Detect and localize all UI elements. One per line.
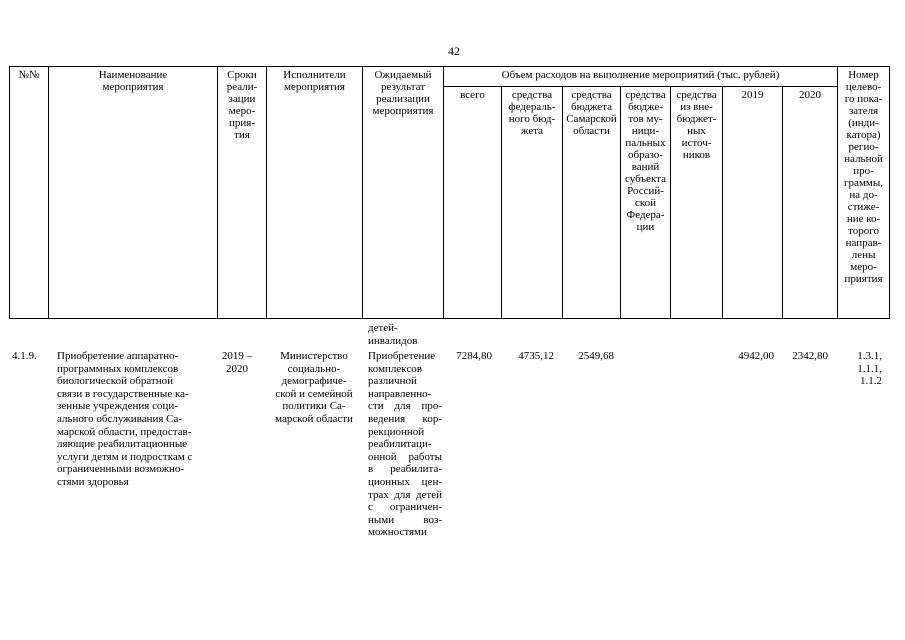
row-result-line: направленно- <box>368 387 432 400</box>
header-indicator-line: приятия <box>844 273 883 285</box>
row-term-line: 2019 – <box>221 350 253 362</box>
header-municipal-line: бюдже- <box>628 101 663 113</box>
row-result-line: можностями <box>368 526 427 539</box>
header-term-line: меро- <box>228 105 256 117</box>
header-municipal-line: ции <box>636 221 655 233</box>
row-2019: 4942,00 <box>738 350 774 362</box>
header-name-line: мероприятия <box>102 81 164 93</box>
header-indicator-line: лены <box>851 249 876 261</box>
header-regional-line: Самарской <box>566 113 617 125</box>
header-indicator-line: зателя <box>848 105 879 117</box>
header-term-line: прия- <box>229 117 255 129</box>
header-num <box>10 67 49 319</box>
row-result-line: комплексов <box>368 362 422 375</box>
header-indicator-line: катора) <box>846 129 881 141</box>
header-term <box>218 67 267 319</box>
header-federal-line: ного бюд- <box>508 113 556 125</box>
row-term-line: 2020 <box>226 362 248 375</box>
header-municipal-line: субъекта <box>624 173 666 185</box>
header-indicator-line: про- <box>853 165 874 177</box>
row-name-line: марской области, предостав- <box>57 425 192 438</box>
header-expenses <box>444 67 838 87</box>
header-result-line: мероприятия <box>372 105 434 117</box>
header-2019 <box>723 87 783 319</box>
header-indicator-line: ние ко- <box>846 213 881 225</box>
header-indicator-line: го пока- <box>844 93 883 105</box>
header-term-line: тия <box>234 129 250 141</box>
header-extrabudget-line: средства <box>676 89 717 101</box>
row-name-line: биологической обратной <box>57 375 173 388</box>
row-name-line: ляющие реабилитационные <box>57 438 188 451</box>
header-indicator-line: граммы, <box>844 177 884 189</box>
row-result <box>368 350 442 539</box>
row-name-line: стями здоровья <box>57 475 129 488</box>
header-municipal-line: образо- <box>628 149 663 161</box>
header-result-line: Ожидаемый <box>374 69 432 81</box>
header-regional <box>563 87 621 319</box>
header-federal-line: средства <box>511 89 553 101</box>
header-term-line: реали- <box>226 81 258 93</box>
header-2019-text: 2019 <box>741 89 764 101</box>
header-total-text: всего <box>460 89 485 101</box>
row-executor-line: марской области <box>275 412 353 425</box>
header-federal-line: федераль- <box>508 101 556 113</box>
row-term <box>214 350 260 375</box>
row-result-line: онной работы <box>368 450 442 463</box>
row-executor-line: политики Са- <box>282 400 346 413</box>
row-result-line: в реабилита- <box>368 463 442 476</box>
carryover-text-line: инвалидов <box>368 334 418 347</box>
row-result-line: с ограничен- <box>368 501 442 514</box>
header-result <box>363 67 444 319</box>
row-name-line: программных комплексов <box>57 362 179 375</box>
header-total <box>444 87 502 319</box>
row-regional: 2549,68 <box>578 350 614 362</box>
header-indicator-line: на до- <box>849 189 878 201</box>
row-name <box>57 350 207 489</box>
row-result-line: реабилитаци- <box>368 438 432 451</box>
header-extrabudget-line: ных <box>687 125 706 137</box>
header-result-line: реализации <box>376 93 430 105</box>
header-indicator-line: торого <box>848 225 879 237</box>
header-indicator-line: регио- <box>848 141 879 153</box>
row-indicator-line: 1.3.1, <box>857 350 882 362</box>
header-num-text: №№ <box>18 69 40 81</box>
header-municipal-line: пальных <box>625 137 666 149</box>
header-2020 <box>783 87 838 319</box>
header-municipal-line: Россий- <box>627 185 664 197</box>
header-result-line: результат <box>380 81 426 93</box>
header-extrabudget-line: бюджет- <box>676 113 717 125</box>
row-name-line: зенные учреждения соци- <box>57 400 178 413</box>
row-executor-line: демографиче- <box>281 375 347 388</box>
header-municipal <box>621 87 671 319</box>
page-number: 42 <box>448 44 460 58</box>
header-municipal-line: средства <box>625 89 666 101</box>
row-indicator-line: 1.1.1, <box>857 362 882 375</box>
header-indicator-line: (инди- <box>848 117 879 129</box>
header-executors-line: Исполнители <box>283 69 346 81</box>
row-name-line: ального обслуживания Са- <box>57 412 183 425</box>
header-federal-line: жета <box>520 125 544 137</box>
header-regional-line: бюджета <box>570 101 612 113</box>
header-indicator <box>838 67 890 319</box>
header-expenses-text: Объем расходов на выполнение мероприятий (тыс. рублей) <box>501 69 780 81</box>
row-result-line: трах для детей <box>368 488 442 501</box>
header-indicator-line: стиже- <box>847 201 880 213</box>
header-indicator-line: целево- <box>845 81 882 93</box>
header-municipal-line: тов му- <box>628 113 663 125</box>
row-result-line: ционных цен- <box>368 475 442 488</box>
carryover-text-line: детей- <box>368 322 398 334</box>
row-indicator <box>840 350 882 388</box>
header-municipal-line: ской <box>634 197 657 209</box>
row-indicator-line: 1.1.2 <box>860 375 882 388</box>
header-indicator-line: меро- <box>850 261 877 273</box>
row-number: 4.1.9. <box>12 350 37 362</box>
header-indicator-line: нальной <box>844 153 883 165</box>
header-extrabudget-line: ников <box>682 149 711 161</box>
header-regional-line: области <box>573 125 610 137</box>
table-header <box>9 66 890 319</box>
header-name-line: Наименование <box>98 69 168 81</box>
row-result-line: различной <box>368 375 417 388</box>
row-executor <box>266 350 362 426</box>
header-municipal-line: ваний <box>631 161 660 173</box>
header-2020-text: 2020 <box>799 89 822 101</box>
header-indicator-line: направ- <box>845 237 882 249</box>
header-municipal-line: Федера- <box>626 209 665 221</box>
row-result-line: ными воз- <box>368 513 442 526</box>
header-indicator-line: Номер <box>848 69 879 81</box>
header-name <box>49 67 218 319</box>
header-term-line: Сроки <box>227 69 257 81</box>
header-federal <box>502 87 563 319</box>
row-executor-line: социально- <box>287 362 341 375</box>
row-executor-line: Министерство <box>280 350 348 362</box>
header-extrabudget-line: источ- <box>681 137 712 149</box>
row-name-line: Приобретение аппаратно- <box>57 350 179 362</box>
header-term-line: зации <box>228 93 256 105</box>
header-executors-line: мероприятия <box>284 81 345 93</box>
header-regional-line: средства <box>571 89 612 101</box>
row-federal: 4735,12 <box>518 350 554 362</box>
row-result-line: сти для про- <box>368 400 442 413</box>
header-extrabudget-line: из вне- <box>680 101 713 113</box>
row-result-line: рекционной <box>368 425 425 438</box>
row-result-line: ведения кор- <box>368 412 442 425</box>
header-municipal-line: ници- <box>631 125 660 137</box>
row-result-line: Приобретение <box>368 350 436 362</box>
header-executors <box>267 67 363 319</box>
row-executor-line: ской и семейной <box>275 387 353 400</box>
row-total: 7284,80 <box>456 350 492 362</box>
row-2020: 2342,80 <box>792 350 828 362</box>
row-name-line: ограниченными возможно- <box>57 463 184 476</box>
header-extrabudget <box>671 87 723 319</box>
row-name-line: услуги детям и подросткам с <box>57 450 193 463</box>
row-name-line: связи в государственные ка- <box>57 387 189 400</box>
carryover-text <box>368 322 417 347</box>
